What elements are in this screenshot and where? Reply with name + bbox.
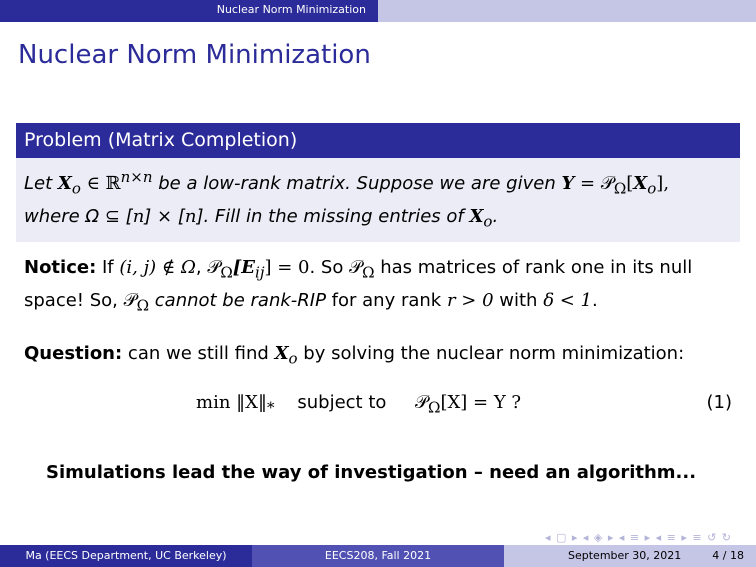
problem-block bbox=[16, 123, 740, 242]
footer-author: Ma (EECS Department, UC Berkeley) bbox=[0, 545, 252, 567]
problem-line-2: where Ω ⊆ [n] × [n]. Fill in the missing entries of $X_o$. bbox=[24, 205, 499, 231]
problem-block-body bbox=[16, 158, 740, 242]
notice-paragraph: Notice: If (i, j) ∉ Ω, $𝒫_\Omega[E_{ij}] = 0$. So 𝒫$_\Omega$ has matrices of rank one in its null space! So, 𝒫$_\Omega$ cannot be rank-RIP for any rank r > 0 with δ < 1. bbox=[24, 257, 693, 315]
footer-right bbox=[504, 545, 756, 567]
question-paragraph: Question: can we still find $X_o$ by solving the nuclear norm minimization: bbox=[24, 343, 685, 368]
equation-body: $\min ‖X‖_*$ subject to 𝒫$_\Omega$[X] = Y ? bbox=[196, 392, 522, 417]
top-bar bbox=[0, 0, 756, 22]
footer-page-number: 4 / 18 bbox=[712, 549, 744, 562]
equation-number: (1) bbox=[706, 392, 732, 413]
problem-block-title: Problem (Matrix Completion) bbox=[16, 123, 740, 158]
navigation-symbols[interactable]: ◂ ▢ ▸ ◂ ◈ ▸ ◂ ≡ ▸ ◂ ≡ ▸ ≡ ↺ ↻ bbox=[544, 531, 732, 544]
frame-title: Nuclear Norm Minimization bbox=[18, 40, 371, 70]
section-label[interactable]: Nuclear Norm Minimization bbox=[216, 3, 366, 16]
simulations-statement: Simulations lead the way of investigation – need an algorithm... bbox=[46, 462, 697, 483]
footer bbox=[0, 545, 756, 567]
problem-line-1: Let $X_o$ ∈ ℝ$^{n\times n}$ be a low-rank matrix. Suppose we are given $Y = 𝒫_\Omega[X_o]$, bbox=[24, 168, 670, 198]
top-bar-subsection bbox=[378, 0, 756, 22]
footer-course: EECS208, Fall 2021 bbox=[252, 545, 504, 567]
footer-date: September 30, 2021 bbox=[568, 549, 682, 562]
